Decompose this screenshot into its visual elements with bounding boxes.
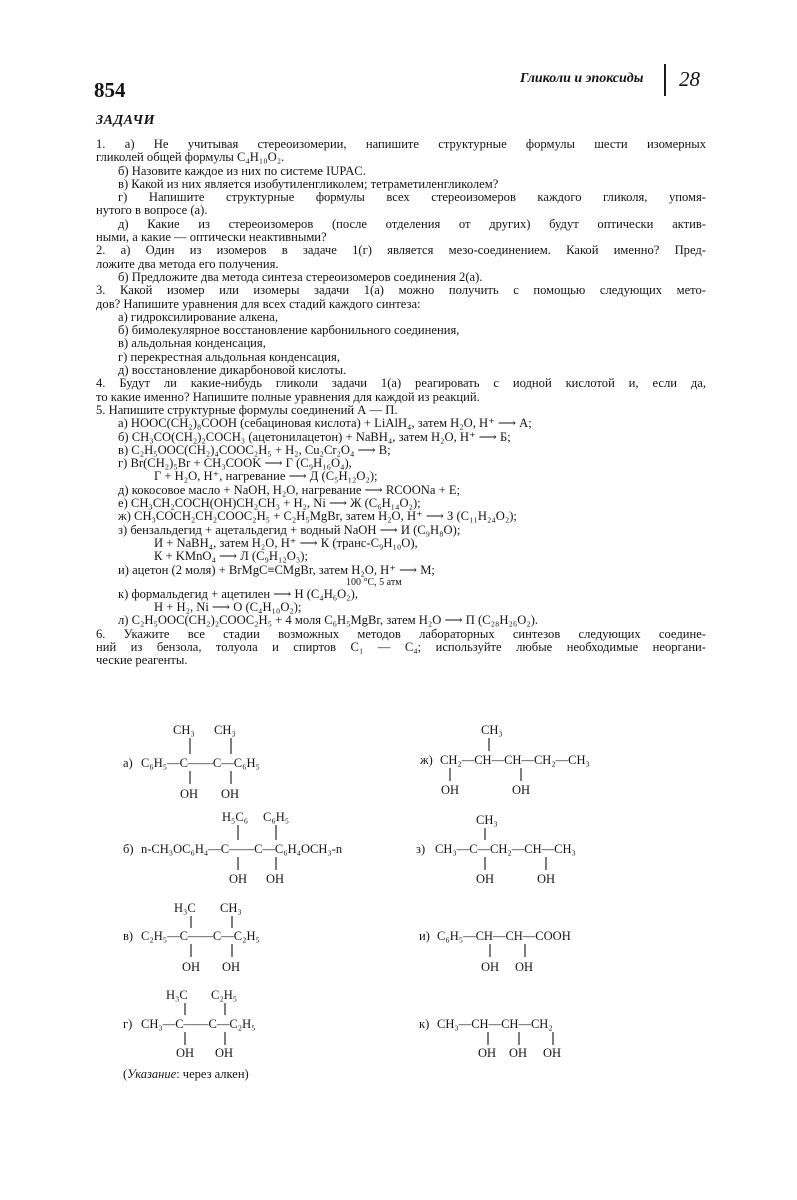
text-line: ными, а какие — оптически неактивными? <box>96 231 327 245</box>
structure-zh <box>419 723 590 797</box>
substituent-top: H₃C <box>166 988 188 1002</box>
structure-v <box>123 901 260 974</box>
chain: CH₃—C——C—C₂H₅ <box>141 1017 256 1031</box>
text-line: к) формальдегид + ацетилен ⟶ Н (C₄H₆O₂), <box>118 587 359 601</box>
substituent-top: CH₃ <box>476 813 498 827</box>
text-line: в) Какой из них является изобутиленгликолем; тетраметиленгликолем? <box>118 177 499 191</box>
hydroxyl: OH <box>509 1046 528 1060</box>
structure-k <box>419 1017 561 1060</box>
hydroxyl: OH <box>512 783 531 797</box>
text-line: д) кокосовое масло + NaOH, H₂O, нагревание ⟶ RCOONa + Е; <box>118 483 461 497</box>
text-line: и) ацетон (2 моля) + BrMgC≡CMgBr, затем H₂O, H⁺ ⟶ М; <box>118 563 435 577</box>
text-line: е) CH₃CH₂COCH(OH)CH₂CH₃ + H₂, Ni ⟶ Ж (C₆H₁₄O₂); <box>118 497 421 511</box>
hydroxyl: OH <box>176 1046 195 1060</box>
structure-g <box>123 988 255 1060</box>
substituent-top: C₂H₅ <box>211 988 238 1002</box>
hydroxyl: OH <box>515 960 534 974</box>
hydroxyl: OH <box>229 872 248 886</box>
text-line: 2. а) Один из изомеров в задаче 1(г) является мезо-соединением. Какой именно? Пред- <box>96 244 706 258</box>
hint-text: : через алкен) <box>176 1067 249 1081</box>
text-line: а) HOOC(CH₂)₈COOH (себациновая кислота) + LiAlH₄, затем H₂O, H⁺ ⟶ А; <box>118 417 532 431</box>
text-line: 1. а) Не учитывая стереоизомерии, напишите структурные формулы шести изомерных <box>96 138 706 151</box>
structure-label: а) <box>123 756 133 770</box>
text-line: в) C₂H₅OOC(CH₂)₄COOC₂H₅ + H₂, Cu₂Cr₂O₄ ⟶ В; <box>118 443 391 457</box>
text-line: нутого в вопросе (а). <box>96 204 208 218</box>
text-line: б) CH₃CO(CH₂)₂COCH₃ (ацетонилацетон) + NaBH₄, затем H₂O, H⁺ ⟶ Б; <box>118 430 511 444</box>
structure-a <box>123 723 260 801</box>
structure-label: б) <box>123 842 134 856</box>
chain: n-CH₃OC₆H₄—C——C—C₆H₄OCH₃-n <box>141 842 343 856</box>
substituent-top: CH₃ <box>173 723 195 737</box>
hydroxyl: OH <box>537 872 556 886</box>
hint-note: (Указание: через алкен) <box>123 1067 249 1081</box>
text-line: то какие именно? Напишите полные уравнения для каждой из реакций. <box>96 390 480 404</box>
substituent-top: C₆H₅ <box>263 810 290 824</box>
text-line: б) бимолекулярное восстановление карбонильного соединения, <box>118 324 460 338</box>
hydroxyl: OH <box>215 1046 234 1060</box>
chain: C₆H₅—CH—CH—COOH <box>437 929 571 943</box>
hydroxyl: OH <box>543 1046 562 1060</box>
text-line: г) перекрестная альдольная конденсация, <box>118 350 340 364</box>
section-title: ЗАДАЧИ <box>96 113 156 128</box>
running-head: Гликоли и эпоксиды <box>520 71 644 86</box>
substituent-top: H₅C₆ <box>222 810 249 824</box>
text-line: 4. Будут ли какие-нибудь гликоли задачи 1(а) реагировать с иодной кислотой и, если да, <box>96 377 706 391</box>
text-line: гликолей общей формулы C₄H₁₀O₂. <box>96 151 285 165</box>
text-line: г) Br(CH₂)₅Br + CH₃COOK ⟶ Г (C₉H₁₆O₄), <box>118 457 352 471</box>
text-line: ческие реагенты. <box>96 654 188 668</box>
text-line: К + KMnO₄ ⟶ Л (C₉H₁₂O₃); <box>154 550 308 564</box>
text-line: л) C₂H₅OOC(CH₂)₂COOC₂H₅ + 4 моля C₆H₅MgBr, затем H₂O ⟶ П (C₂₈H₂₆O₂). <box>118 614 539 628</box>
hydroxyl: OH <box>182 960 201 974</box>
text-line: И + NaBH₄, затем H₂O, H⁺ ⟶ К (транс-C₉H₁₀O), <box>154 536 418 550</box>
text-line: дов? Напишите уравнения для всех стадий каждого синтеза: <box>96 297 421 311</box>
structure-z <box>416 813 576 886</box>
structure-label: г) <box>123 1017 133 1031</box>
hydroxyl: OH <box>478 1046 497 1060</box>
text-line: Н + H₂, Ni ⟶ О (C₄H₁₀O₂); <box>154 601 302 615</box>
structure-b <box>123 810 343 886</box>
text-line: з) бензальдегид + ацетальдегид + водный NaOH ⟶ И (C₉H₈O); <box>118 523 461 537</box>
structure-label: в) <box>123 929 134 943</box>
structure-label: к) <box>419 1017 430 1031</box>
text-line: д) Какие из стереоизомеров (после отделения от других) будут оптически актив- <box>118 217 706 231</box>
chain: C₆H₅—C——C—C₆H₅ <box>141 756 260 770</box>
text-line: б) Предложите два метода синтеза стереоизомеров соединения 2(а). <box>118 270 483 284</box>
chain: CH₂—CH—CH—CH₂—CH₃ <box>440 753 590 767</box>
substituent-top: CH₃ <box>214 723 236 737</box>
chain: C₂H₅—C——C—C₂H₅ <box>141 929 260 943</box>
text-line: ж) CH₃COCH₂CH₂COOC₂H₅ + C₂H₅MgBr, затем H₂O, H⁺ ⟶ З (C₁₁H₂₄O₂); <box>118 510 517 524</box>
chain: CH₃—CH—CH—CH₂ <box>437 1017 553 1031</box>
hydroxyl: OH <box>221 787 240 801</box>
substituent-top: H₃C <box>174 901 196 915</box>
hint-label: Указание <box>127 1067 177 1081</box>
chapter-number: 28 <box>679 67 700 91</box>
hydroxyl: OH <box>222 960 241 974</box>
structure-label: з) <box>416 842 426 856</box>
chain: CH₃—C—CH₂—CH—CH₃ <box>435 842 576 856</box>
text-line: ложите два метода его получения. <box>96 257 279 271</box>
hydroxyl: OH <box>180 787 199 801</box>
text-line: Г + H₂O, H⁺, нагревание ⟶ Д (C₅H₁₂O₂); <box>154 470 378 484</box>
text-line: 5. Напишите структурные формулы соединений А — П. <box>96 403 398 417</box>
reaction-conditions: 100 °C, 5 атм <box>346 576 402 588</box>
hydroxyl: OH <box>441 783 460 797</box>
text-line: г) Напишите структурные формулы всех стереоизомеров каждого гликоля, упомя- <box>118 191 706 205</box>
hydroxyl: OH <box>481 960 500 974</box>
text-line: 3. Какой изомер или изомеры задачи 1(а) можно получить с помощью следующих мето- <box>96 284 706 298</box>
text-line: в) альдольная конденсация, <box>118 337 266 351</box>
hydroxyl: OH <box>266 872 285 886</box>
structure-i <box>419 929 571 974</box>
text-line: б) Назовите каждое из них по системе IUPAC. <box>118 164 366 178</box>
text-line: ний из бензола, толуола и спиртов C₁ — C₄; используйте любые необходимые неоргани- <box>96 640 706 654</box>
structure-label: и) <box>419 929 430 943</box>
substituent-top: CH₃ <box>481 723 503 737</box>
structure-label: ж) <box>420 753 433 767</box>
text-line: 6. Укажите все стадии возможных методов лабораторных синтезов следующих соедине- <box>96 627 706 641</box>
page-number: 854 <box>94 78 126 102</box>
hydroxyl: OH <box>476 872 495 886</box>
substituent-top: CH₃ <box>220 901 242 915</box>
text-line: д) восстановление дикарбоновой кислоты. <box>118 364 347 378</box>
text-line: а) гидроксилирование алкена, <box>118 310 279 324</box>
